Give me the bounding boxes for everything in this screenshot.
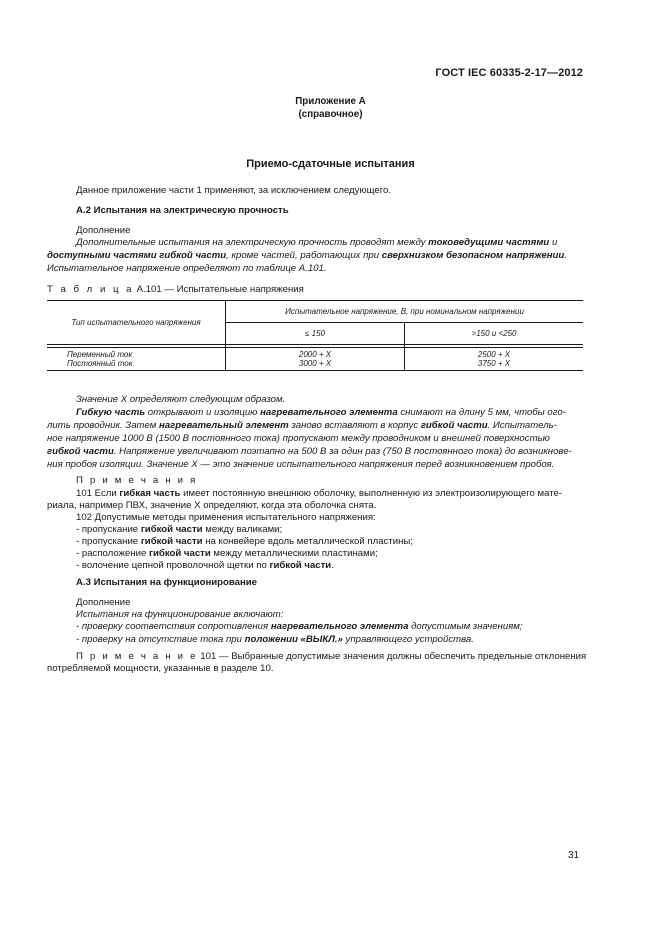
section-a2-line-3: Испытательное напряжение определяют по таблице A.101. bbox=[47, 263, 327, 274]
standard-id: ГОСТ IEC 60335-2-17—2012 bbox=[435, 67, 583, 79]
table-header-high: >150 и <250 bbox=[405, 323, 584, 345]
table-cell-type: Переменный ток bbox=[67, 349, 133, 359]
section-a2-heading: A.2 Испытания на электрическую прочность bbox=[76, 205, 289, 216]
table-row bbox=[47, 359, 583, 371]
procedure-line-1: Значение X определяют следующим образом. bbox=[76, 394, 286, 405]
note-102-bullet-2: - пропускание гибкой части на конвейере вдоль металлической пластины; bbox=[76, 536, 413, 547]
table-header-group: Испытательное напряжение, В, при номинальном напряжении bbox=[226, 301, 584, 323]
section-a2-line-2: доступными частями гибкой части, кроме частей, работающих при сверхнизком безопасном напряжении. bbox=[47, 250, 567, 261]
note-102-bullet-4: - волочение цепной проволочной щетки по гибкой части. bbox=[76, 560, 334, 571]
table-header-low: ≤ 150 bbox=[226, 323, 405, 345]
annex-title: Приложение A bbox=[295, 96, 366, 107]
section-a2-line-1: Дополнительные испытания на электрическую прочность проводят между токоведущими частями и bbox=[76, 237, 558, 248]
note-101-line-1: 101 Если гибкая часть имеет постоянную внешнюю оболочку, выполненную из электроизолирующего мате- bbox=[76, 488, 563, 499]
procedure-line-3: лить проводник. Затем нагревательный элемент заново вставляют в корпус гибкой части. Испытатель- bbox=[47, 420, 557, 431]
table-header-type: Тип испытательного напряжения bbox=[47, 301, 226, 345]
note-102: 102 Допустимые методы применения испытательного напряжения: bbox=[76, 512, 376, 523]
section-a3-bullet-1: - проверку соответствия сопротивления нагревательного элемента допустимым значениям; bbox=[76, 621, 523, 632]
section-a3-note-line-2: потребляемой мощности, указанные в разделе 10. bbox=[47, 663, 274, 674]
annex-subtitle: (справочное) bbox=[298, 109, 363, 120]
table-row bbox=[47, 348, 583, 359]
procedure-line-6: ния пробоя изоляции. Значение X — это значение испытательного напряжения перед возникновением пробоя. bbox=[47, 459, 555, 470]
notes-label: П р и м е ч а н и я bbox=[76, 475, 198, 486]
procedure-line-5: гибкой части. Напряжение увеличивают поэтапно на 500 В за один раз (750 В постоянного тока) до возникнове- bbox=[47, 446, 572, 457]
table-cell-high: 3750 + X bbox=[405, 359, 584, 371]
test-voltage-table bbox=[47, 300, 583, 371]
section-a3-addition-label: Дополнение bbox=[76, 597, 131, 608]
section-a3-note-line-1: П р и м е ч а н и е 101 — Выбранные допустимые значения должны обеспечить предельные отклонения bbox=[76, 651, 587, 662]
page-number: 31 bbox=[568, 850, 580, 861]
table-caption: Т а б л и ц а A.101 — Испытательные напряжения bbox=[47, 284, 304, 295]
table-cell-low: 3000 + X bbox=[226, 359, 405, 371]
section-a3-heading: A.3 Испытания на функционирование bbox=[76, 577, 258, 588]
section-a3-bullet-2: - проверку на отсутствие тока при положении «ВЫКЛ.» управляющего устройства. bbox=[76, 634, 474, 645]
note-102-bullet-3: - расположение гибкой части между металлическими пластинами; bbox=[76, 548, 378, 559]
table-cell-type: Постоянный ток bbox=[47, 359, 226, 371]
note-102-bullet-1: - пропускание гибкой части между валиками; bbox=[76, 524, 283, 535]
table-cell-low: 2000 + X bbox=[226, 348, 405, 359]
procedure-line-4: ное напряжение 1000 В (1500 В постоянного тока) пропускают между проводником и внешней поверхностью bbox=[47, 433, 550, 444]
note-101-line-2: риала, например ПВХ, значение X определяют, когда эта оболочка снята. bbox=[47, 500, 377, 511]
table-cell-high: 2500 + X bbox=[405, 348, 584, 359]
section-a3-line-1: Испытания на функционирование включают: bbox=[76, 609, 284, 620]
document-title: Приемо-сдаточные испытания bbox=[246, 158, 415, 170]
section-a2-addition-label: Дополнение bbox=[76, 225, 131, 236]
intro-paragraph: Данное приложение части 1 применяют, за исключением следующего. bbox=[76, 185, 392, 196]
procedure-line-2: Гибкую часть открывают и изоляцию нагревательного элемента снимают на длину 5 мм, чтобы ого- bbox=[76, 407, 566, 418]
